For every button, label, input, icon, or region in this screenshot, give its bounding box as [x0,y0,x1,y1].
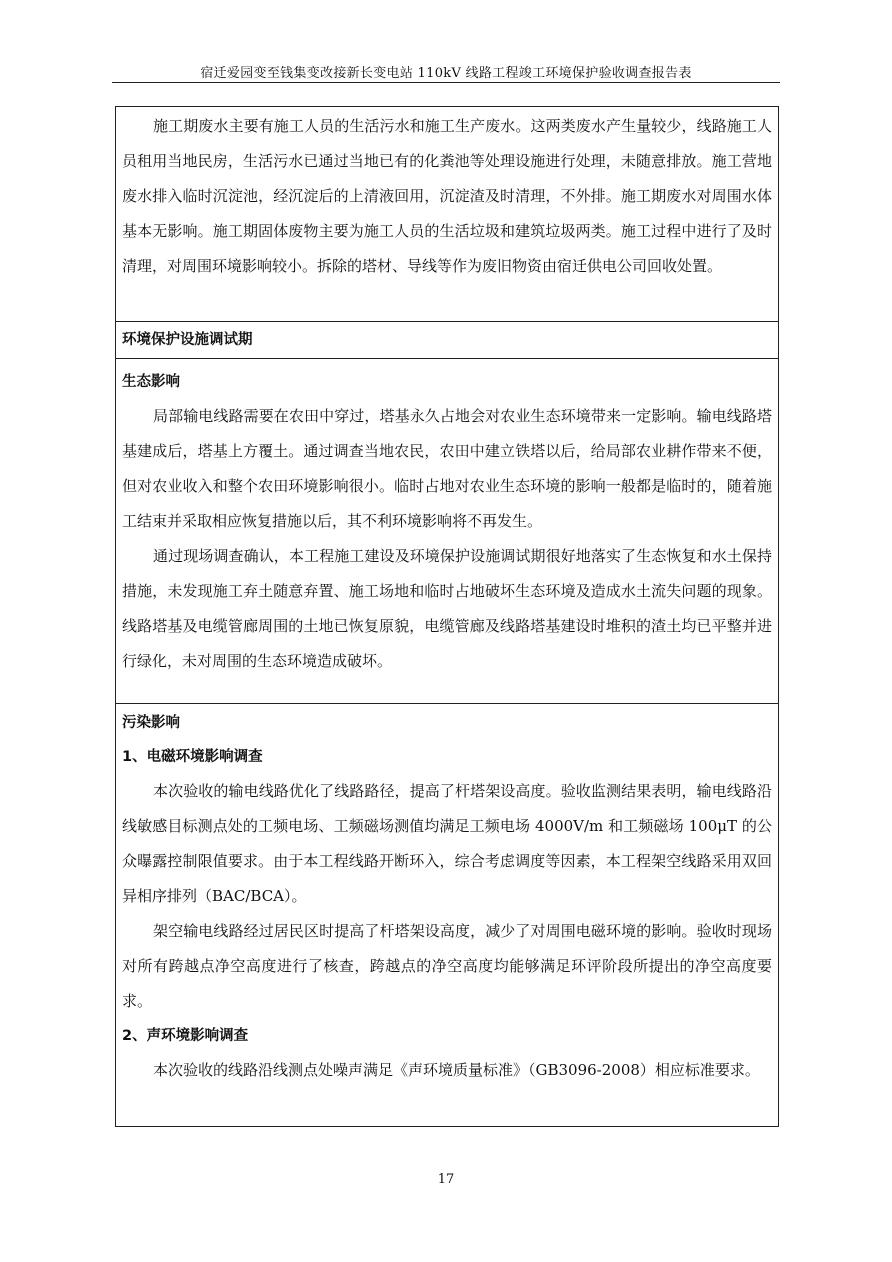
report-table [115,106,779,1127]
table-row [116,107,779,322]
noise-paragraph: 本次验收的线路沿线测点处噪声满足《声环境质量标准》（GB3096-2008）相应标准要求。 [153,1061,760,1079]
noise-heading: 2、声环境影响调查 [122,1028,249,1044]
header-divider [112,82,780,83]
electromagnetic-paragraph-2: 架空输电线路经过居民区时提高了杆塔架设高度，减少了对周围电磁环境的影响。验收时现场对所有跨越点净空高度进行了核查，跨越点的净空高度均能够满足环评阶段所提出的净空高度要求。 [122,922,772,1010]
electromagnetic-heading: 1、电磁环境影响调查 [122,749,263,765]
ecology-paragraph-1: 局部输电线路需要在农田中穿过，塔基永久占地会对农业生态环境带来一定影响。输电线路塔基建成后，塔基上方覆土。通过调查当地农民，农田中建立铁塔以后，给局部农业耕作带来不便，但对农业收入和整个农田环境影响很小。临时占地对农业生态环境的影响一般都是临时的，随着施工结束并采取相应恢复措施以后，其不利环境影响将不再发生。 [122,407,772,530]
page-number: 17 [437,1172,455,1187]
electromagnetic-paragraph-1: 本次验收的输电线路优化了线路路径，提高了杆塔架设高度。验收监测结果表明，输电线路沿线敏感目标测点处的工频电场、工频磁场测值均满足工频电场 4000V/m 和工频磁场 100μT 的公众曝露控制限值要求。由于本工程线路开断环入，综合考虑调度等因素，本工程架空线路采用双回异相序排列（BAC/BCA）。 [122,782,772,905]
table-row [116,359,779,704]
table-row [116,322,779,359]
construction-waste-cell [116,107,779,322]
ecology-paragraph-2: 通过现场调查确认，本工程施工建设及环境保护设施调试期很好地落实了生态恢复和水土保持措施，未发现施工弃土随意弃置、施工场地和临时占地破坏生态环境及造成水土流失问题的现象。线路塔基及电缆管廊周围的土地已恢复原貌，电缆管廊及线路塔基建设时堆积的渣土均已平整并进行绿化，未对周围的生态环境造成破坏。 [122,547,772,670]
ecology-cell [116,359,779,704]
trial-period-cell [116,322,779,359]
pollution-cell [116,704,779,1127]
construction-waste-paragraph: 施工期废水主要有施工人员的生活污水和施工生产废水。这两类废水产生量较少，线路施工人员租用当地民房，生活污水已通过当地已有的化粪池等处理设施进行处理，未随意排放。施工营地废水排入临时沉淀池，经沉淀后的上清液回用，沉淀渣及时清理，不外排。施工期废水对周围水体基本无影响。施工期固体废物主要为施工人员的生活垃圾和建筑垃圾两类。施工过程中进行了及时清理，对周围环境影响较小。拆除的塔材、导线等作为废旧物资由宿迁供电公司回收处置。 [122,117,772,275]
page-header-title: 宿迁爱园变至钱集变改接新长变电站 110kV 线路工程竣工环境保护验收调查报告表 [200,66,692,81]
table-row [116,704,779,1127]
ecology-heading: 生态影响 [122,374,180,390]
pollution-heading: 污染影响 [122,715,180,731]
trial-period-heading: 环境保护设施调试期 [122,332,253,348]
